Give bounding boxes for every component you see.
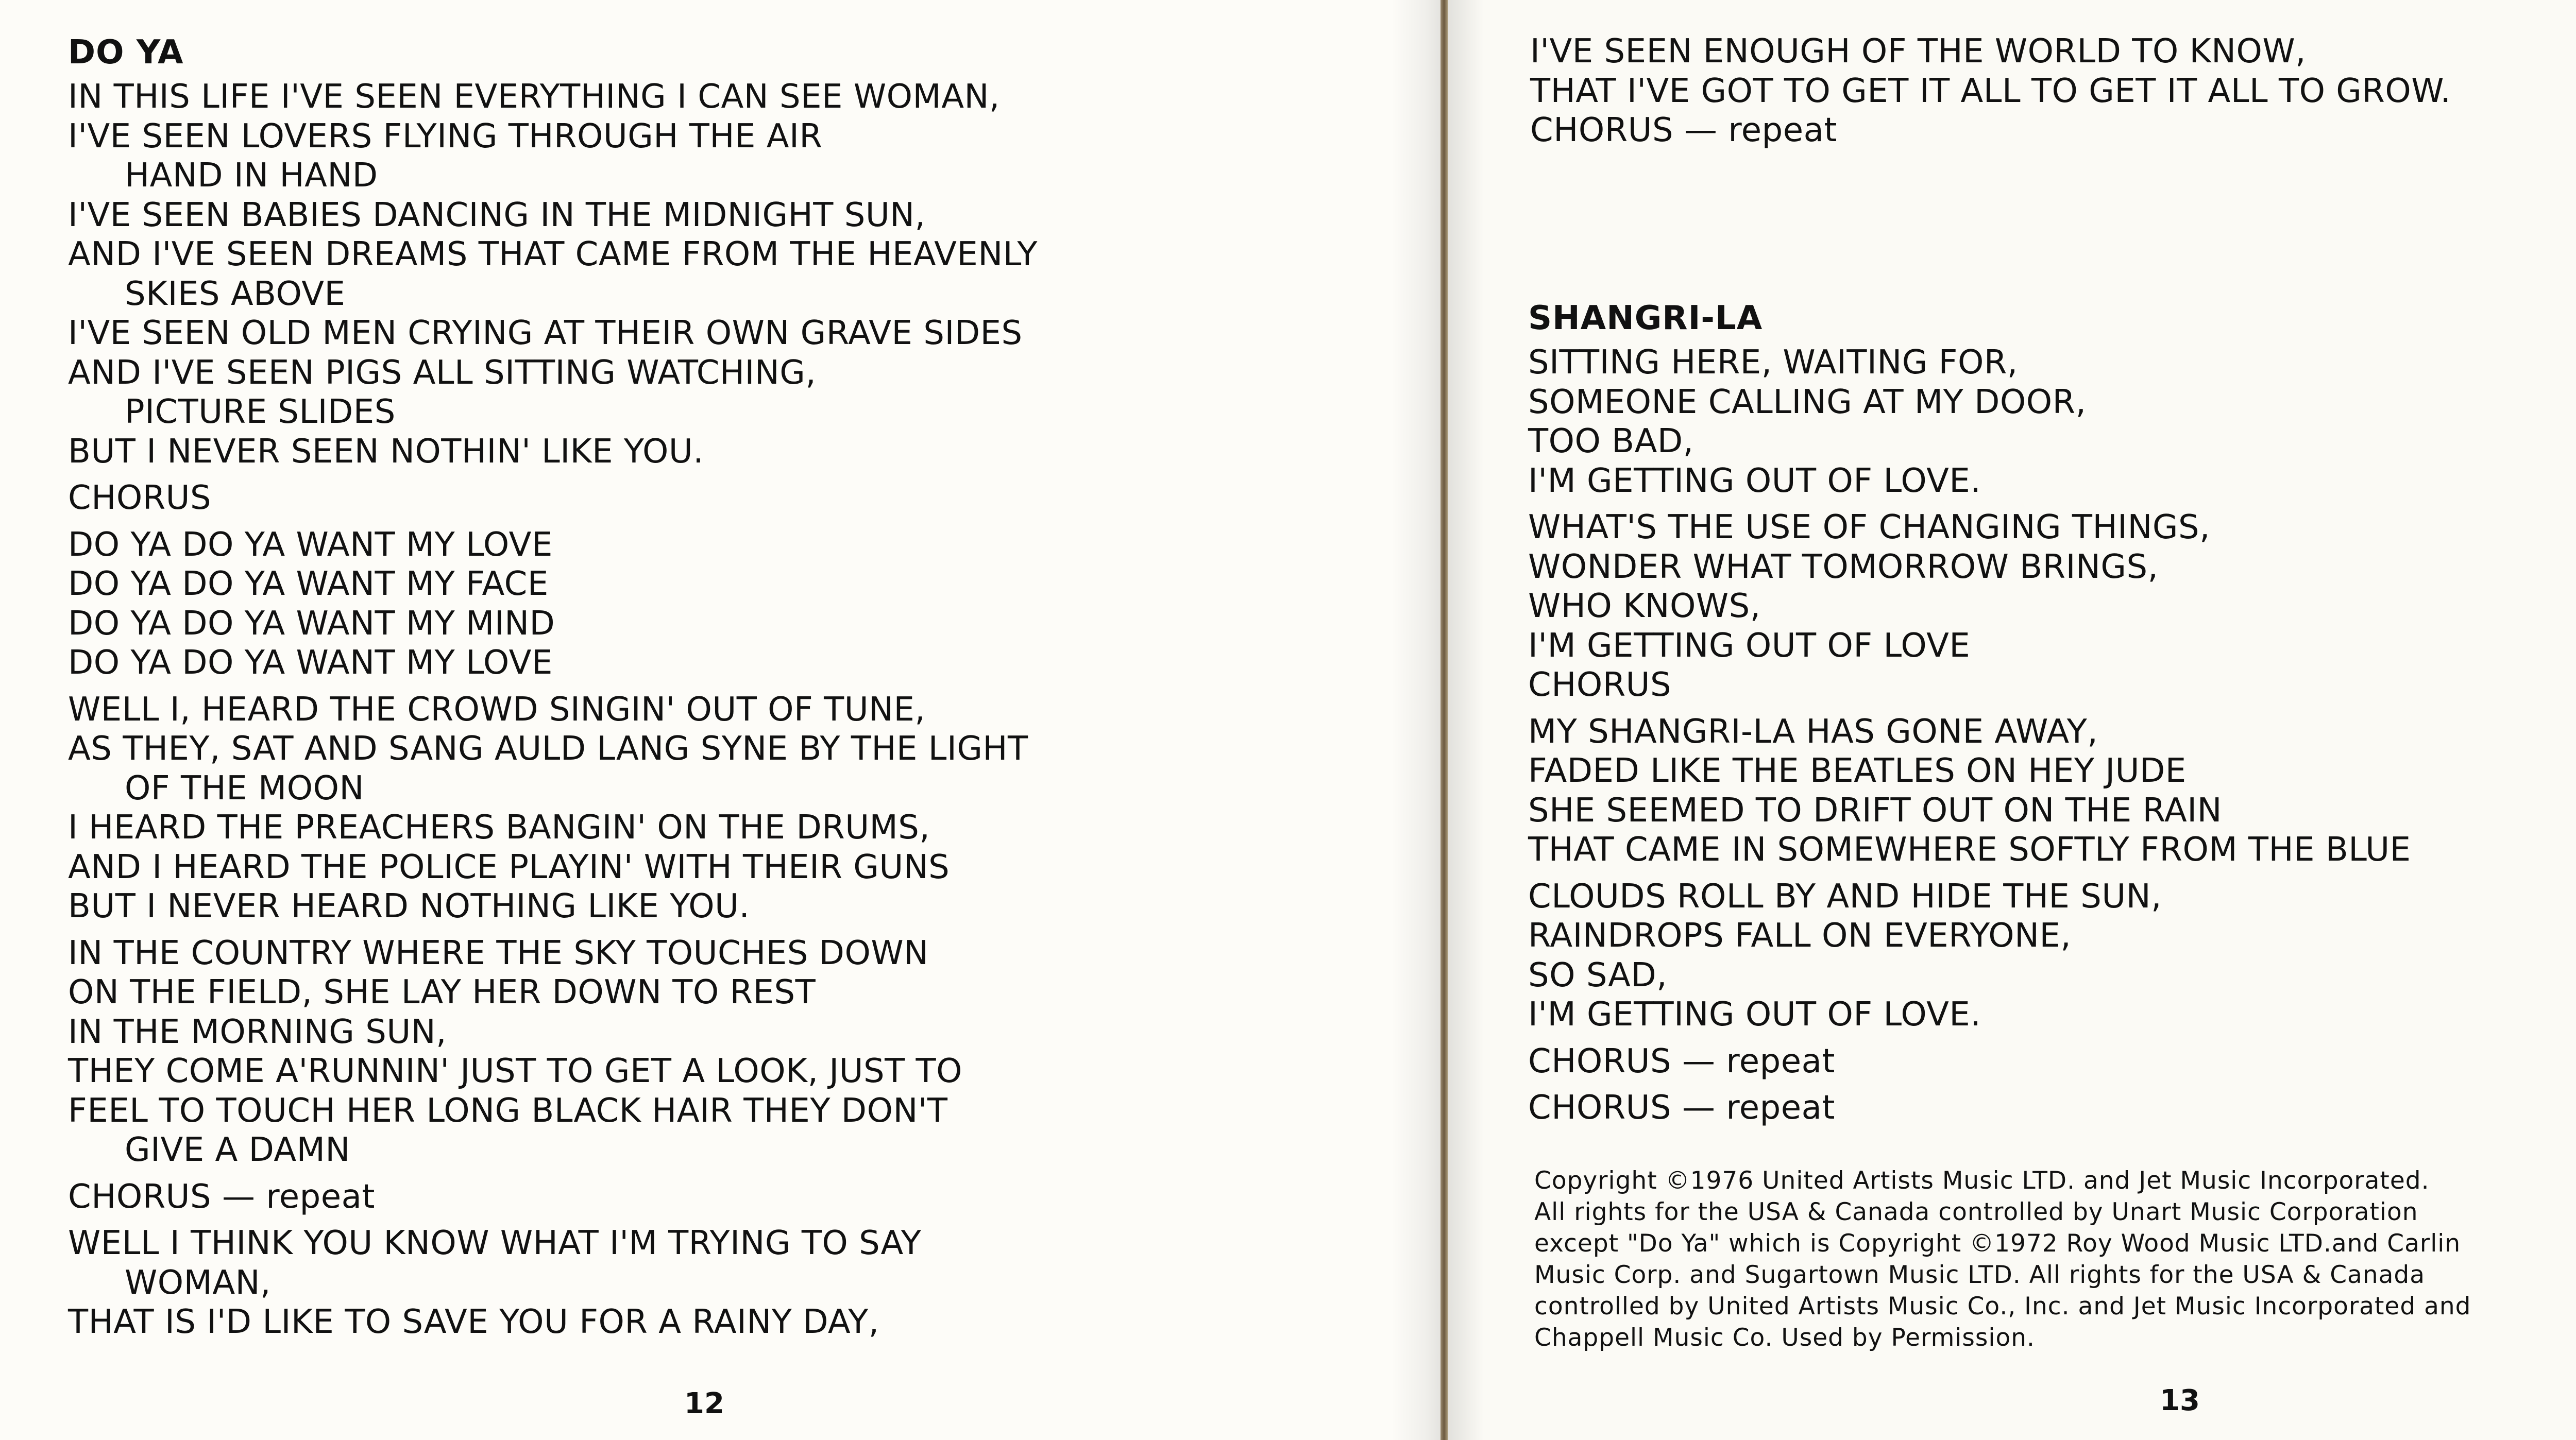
stanza — [1528, 1042, 2576, 1082]
copyright-line: controlled by United Artists Music Co., Inc. and Jet Music Incorporated and — [1534, 1292, 2471, 1321]
lyric-line: IN THE MORNING SUN, — [68, 1013, 447, 1051]
lyric-line: ON THE FIELD, SHE LAY HER DOWN TO REST — [68, 973, 816, 1012]
lyric-line: HAND IN HAND — [125, 157, 378, 195]
stanza — [68, 1177, 1387, 1217]
stanza-gap — [68, 471, 1387, 478]
stanza-gap — [68, 683, 1387, 690]
lyric-line: AND I'VE SEEN PIGS ALL SITTING WATCHING, — [68, 353, 817, 392]
lyric-line: WOMAN, — [125, 1263, 271, 1302]
lyric-line: FEEL TO TOUCH HER LONG BLACK HAIR THEY DON'T — [68, 1091, 948, 1130]
lyric-line: SKIES ABOVE — [125, 275, 346, 313]
lyric-line: WONDER WHAT TOMORROW BRINGS, — [1528, 547, 2159, 586]
stanza — [68, 934, 1387, 1170]
stanza — [1528, 712, 2576, 870]
page-number: 13 — [2160, 1384, 2200, 1417]
song-title: DO YA — [68, 33, 184, 72]
lyric-line: GIVE A DAMN — [125, 1131, 350, 1169]
stanza-gap — [68, 1216, 1387, 1224]
lyric-line: RAINDROPS FALL ON EVERYONE, — [1528, 917, 2072, 955]
lyric-line: CHORUS — repeat — [68, 1177, 375, 1216]
lyric-line: SO SAD, — [1528, 956, 1668, 995]
lyric-line: CHORUS — repeat — [1530, 111, 1837, 149]
right-lyrics-column — [1528, 298, 2576, 1128]
lyric-line: DO YA DO YA WANT MY LOVE — [68, 525, 553, 564]
lyric-line: I'VE SEEN BABIES DANCING IN THE MIDNIGHT SUN, — [68, 196, 926, 234]
booklet-spine — [1440, 0, 1448, 1440]
lyric-line: AND I'VE SEEN DREAMS THAT CAME FROM THE HEAVENLY — [68, 235, 1038, 273]
lyric-line: I'VE SEEN ENOUGH OF THE WORLD TO KNOW, — [1530, 32, 2306, 71]
lyric-line: THEY COME A'RUNNIN' JUST TO GET A LOOK, JUST TO — [68, 1052, 962, 1090]
lyric-line: I'M GETTING OUT OF LOVE. — [1528, 996, 1981, 1034]
lyric-line: CHORUS — [1528, 666, 1672, 704]
lyric-line: AS THEY, SAT AND SANG AULD LANG SYNE BY THE LIGHT — [68, 730, 1028, 768]
lyric-line: I'M GETTING OUT OF LOVE. — [1528, 461, 1981, 500]
lyric-line: SHE SEEMED TO DRIFT OUT ON THE RAIN — [1528, 791, 2223, 830]
lyric-line: I'VE SEEN OLD MEN CRYING AT THEIR OWN GRAVE SIDES — [68, 314, 1023, 352]
stanza — [1528, 343, 2576, 501]
lyric-line: OF THE MOON — [125, 769, 364, 808]
stanza-gap — [68, 927, 1387, 934]
lyric-line: IN THIS LIFE I'VE SEEN EVERYTHING I CAN SEE WOMAN, — [68, 78, 1000, 116]
lyric-line: CHORUS — [68, 479, 212, 517]
stanza — [68, 77, 1387, 471]
lyric-line: I'VE SEEN LOVERS FLYING THROUGH THE AIR — [68, 117, 823, 156]
lyric-line: MY SHANGRI-LA HAS GONE AWAY, — [1528, 712, 2098, 751]
lyric-line: CHORUS — repeat — [1528, 1089, 1835, 1127]
lyric-line: TOO BAD, — [1528, 422, 1694, 460]
lyrics-body — [68, 77, 1387, 1342]
song-title: SHANGRI-LA — [1528, 299, 1763, 337]
stanza — [68, 478, 1387, 518]
copyright-line: Chappell Music Co. Used by Permission. — [1534, 1324, 2035, 1352]
stanza — [68, 690, 1387, 927]
copyright-line: Copyright ©1976 United Artists Music LTD. and Jet Music Incorporated. — [1534, 1167, 2430, 1195]
lyric-line: PICTURE SLIDES — [125, 393, 396, 431]
stanza-gap — [1528, 870, 2576, 877]
stanza-gap — [1528, 1081, 2576, 1088]
lyric-line: WHO KNOWS, — [1528, 587, 1761, 625]
lyric-line: CLOUDS ROLL BY AND HIDE THE SUN, — [1528, 877, 2162, 916]
stanza — [1528, 1088, 2576, 1128]
lyric-line: CHORUS — repeat — [1528, 1042, 1835, 1081]
stanza — [68, 525, 1387, 683]
stanza — [68, 1224, 1387, 1342]
lyric-line: I'M GETTING OUT OF LOVE — [1528, 626, 1971, 665]
lyrics-body — [1528, 343, 2576, 1128]
lyric-line: WHAT'S THE USE OF CHANGING THINGS, — [1528, 508, 2210, 546]
stanza-gap — [68, 1170, 1387, 1177]
copyright-notice — [1534, 1165, 2576, 1353]
lyric-line: I HEARD THE PREACHERS BANGIN' ON THE DRUMS, — [68, 809, 930, 847]
lyric-line: DO YA DO YA WANT MY LOVE — [68, 644, 553, 682]
copyright-line: except "Do Ya" which is Copyright ©1972 Roy Wood Music LTD.and Carlin — [1534, 1229, 2461, 1258]
stanza-gap — [1528, 501, 2576, 508]
lyric-line: IN THE COUNTRY WHERE THE SKY TOUCHES DOWN — [68, 934, 929, 972]
lyric-line: THAT IS I'D LIKE TO SAVE YOU FOR A RAINY DAY, — [68, 1303, 879, 1341]
lyric-line: WELL I, HEARD THE CROWD SINGIN' OUT OF TUNE, — [68, 690, 926, 729]
lyrics-continuation — [1530, 32, 2576, 150]
lyric-line: BUT I NEVER HEARD NOTHING LIKE YOU. — [68, 887, 750, 925]
page-number: 12 — [684, 1387, 724, 1420]
lyric-line: DO YA DO YA WANT MY MIND — [68, 604, 555, 643]
lyric-line: DO YA DO YA WANT MY FACE — [68, 565, 549, 603]
stanza-gap — [1528, 1035, 2576, 1042]
copyright-line: Music Corp. and Sugartown Music LTD. All rights for the USA & Canada — [1534, 1261, 2426, 1289]
stanza-gap — [1528, 705, 2576, 712]
lyric-line: WELL I THINK YOU KNOW WHAT I'M TRYING TO SAY — [68, 1224, 922, 1262]
lyric-line: THAT I'VE GOT TO GET IT ALL TO GET IT ALL TO GROW. — [1530, 72, 2451, 110]
lyric-line: FADED LIKE THE BEATLES ON HEY JUDE — [1528, 752, 2187, 790]
gutter-shadow-right — [1448, 0, 1484, 1440]
gutter-shadow — [1391, 0, 1448, 1440]
copyright-line: All rights for the USA & Canada controlled by Unart Music Corporation — [1534, 1198, 2418, 1226]
lyric-line: THAT CAME IN SOMEWHERE SOFTLY FROM THE BLUE — [1528, 831, 2411, 869]
left-lyrics-column — [68, 32, 1387, 1342]
lyric-line: BUT I NEVER SEEN NOTHIN' LIKE YOU. — [68, 432, 704, 471]
lyric-line: SOMEONE CALLING AT MY DOOR, — [1528, 383, 2087, 421]
stanza — [1528, 877, 2576, 1035]
lyric-line: AND I HEARD THE POLICE PLAYIN' WITH THEIR GUNS — [68, 848, 950, 886]
stanza-gap — [68, 518, 1387, 525]
lyric-line: SITTING HERE, WAITING FOR, — [1528, 344, 2018, 382]
stanza — [1528, 508, 2576, 705]
